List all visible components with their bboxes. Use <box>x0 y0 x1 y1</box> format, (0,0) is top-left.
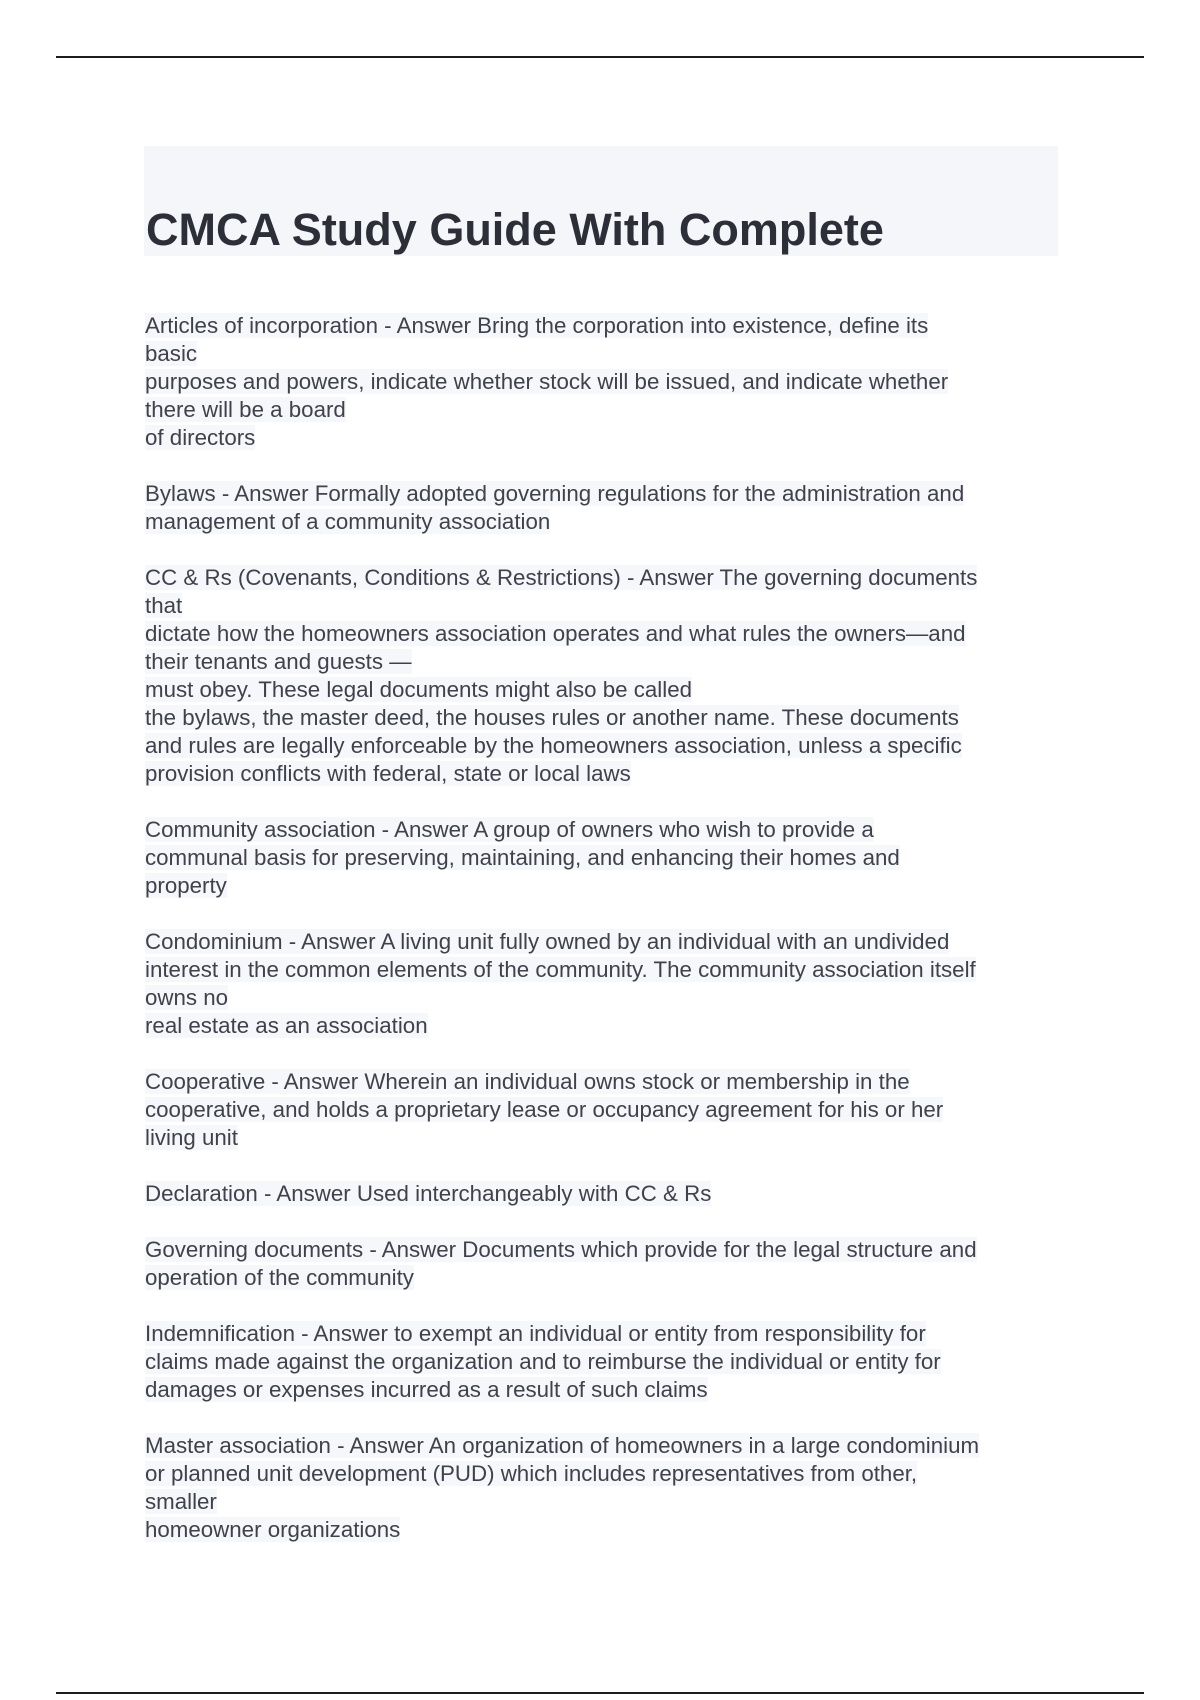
entry-text: or planned unit development (PUD) which includes representatives from other, <box>145 1461 918 1486</box>
entry-line <box>145 396 1065 424</box>
entry-line <box>145 368 1065 396</box>
entry-text: living unit <box>145 1125 238 1150</box>
entry-text: Cooperative - Answer Wherein an individual owns stock or membership in the <box>145 1069 910 1094</box>
glossary-entry <box>145 564 1065 788</box>
entry-line <box>145 340 1065 368</box>
entry-line <box>145 1264 1065 1292</box>
glossary-entry <box>145 1068 1065 1152</box>
entry-text: owns no <box>145 985 229 1010</box>
entry-line <box>145 620 1065 648</box>
glossary-entry <box>145 1236 1065 1292</box>
entry-text: management of a community association <box>145 509 551 534</box>
entry-text: property <box>145 873 227 898</box>
glossary-list <box>145 312 1065 1572</box>
entry-text: cooperative, and holds a proprietary lease or occupancy agreement for his or her <box>145 1097 944 1122</box>
glossary-entry <box>145 480 1065 536</box>
glossary-entry <box>145 816 1065 900</box>
entry-line <box>145 1348 1065 1376</box>
entry-line <box>145 592 1065 620</box>
title-line: CMCA Study Guide With Complete <box>146 204 884 255</box>
entry-line <box>145 928 1065 956</box>
entry-line <box>145 1488 1065 1516</box>
entry-line <box>145 1180 1065 1208</box>
entry-text: CC & Rs (Covenants, Conditions & Restrictions) - Answer The governing documents <box>145 565 978 590</box>
entry-line <box>145 816 1065 844</box>
entry-line <box>145 844 1065 872</box>
entry-text: claims made against the organization and to reimburse the individual or entity for <box>145 1349 941 1374</box>
header-rule <box>56 56 1144 58</box>
entry-line <box>145 1236 1065 1264</box>
entry-line <box>145 676 1065 704</box>
entry-text: basic <box>145 341 198 366</box>
entry-text: of directors <box>145 425 256 450</box>
entry-line <box>145 648 1065 676</box>
glossary-entry <box>145 928 1065 1040</box>
entry-text: operation of the community <box>145 1265 414 1290</box>
entry-line <box>145 312 1065 340</box>
entry-text: real estate as an association <box>145 1013 428 1038</box>
entry-text: Bylaws - Answer Formally adopted governing regulations for the administration and <box>145 481 965 506</box>
entry-text: must obey. These legal documents might also be called <box>145 677 692 702</box>
glossary-entry <box>145 1320 1065 1404</box>
entry-text: Governing documents - Answer Documents which provide for the legal structure and <box>145 1237 977 1262</box>
entry-line <box>145 480 1065 508</box>
entry-text: provision conflicts with federal, state or local laws <box>145 761 631 786</box>
entry-line <box>145 1096 1065 1124</box>
entry-text: there will be a board <box>145 397 346 422</box>
glossary-entry <box>145 1180 1065 1208</box>
entry-line <box>145 956 1065 984</box>
entry-line <box>145 760 1065 788</box>
entry-line <box>145 564 1065 592</box>
entry-text: that <box>145 593 183 618</box>
entry-text: and rules are legally enforceable by the homeowners association, unless a specific <box>145 733 962 758</box>
entry-line <box>145 424 1065 452</box>
entry-line <box>145 1516 1065 1544</box>
entry-line <box>145 872 1065 900</box>
entry-line <box>145 732 1065 760</box>
entry-line <box>145 1124 1065 1152</box>
entry-line <box>145 984 1065 1012</box>
entry-text: Community association - Answer A group of owners who wish to provide a <box>145 817 874 842</box>
glossary-entry <box>145 1432 1065 1544</box>
entry-text: dictate how the homeowners association operates and what rules the owners—and <box>145 621 966 646</box>
entry-line <box>145 704 1065 732</box>
footer-rule <box>56 1692 1144 1694</box>
entry-text: Articles of incorporation - Answer Bring the corporation into existence, define its <box>145 313 929 338</box>
entry-text: Condominium - Answer A living unit fully owned by an individual with an undivided <box>145 929 950 954</box>
entry-line <box>145 1432 1065 1460</box>
entry-line <box>145 1320 1065 1348</box>
glossary-entry <box>145 312 1065 452</box>
entry-line <box>145 1376 1065 1404</box>
entry-text: purposes and powers, indicate whether stock will be issued, and indicate whether <box>145 369 949 394</box>
entry-text: Master association - Answer An organization of homeowners in a large condominium <box>145 1433 980 1458</box>
entry-line <box>145 1460 1065 1488</box>
entry-line <box>145 508 1065 536</box>
entry-text: Indemnification - Answer to exempt an individual or entity from responsibility for <box>145 1321 926 1346</box>
entry-text: smaller <box>145 1489 217 1514</box>
entry-text: interest in the common elements of the community. The community association itself <box>145 957 976 982</box>
entry-text: Declaration - Answer Used interchangeably with CC & Rs <box>145 1181 712 1206</box>
entry-text: their tenants and guests — <box>145 649 412 674</box>
entry-line <box>145 1012 1065 1040</box>
document-title <box>144 146 1058 256</box>
entry-text: damages or expenses incurred as a result of such claims <box>145 1377 708 1402</box>
entry-text: the bylaws, the master deed, the houses rules or another name. These documents <box>145 705 959 730</box>
entry-text: homeowner organizations <box>145 1517 401 1542</box>
entry-text: communal basis for preserving, maintaining, and enhancing their homes and <box>145 845 900 870</box>
entry-line <box>145 1068 1065 1096</box>
